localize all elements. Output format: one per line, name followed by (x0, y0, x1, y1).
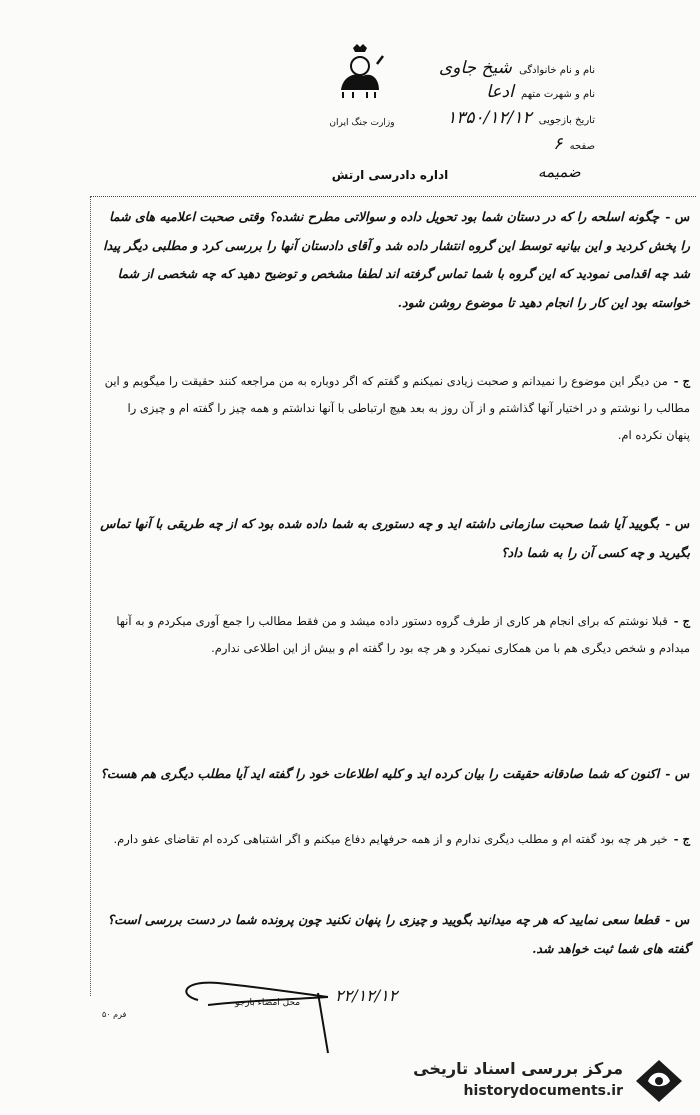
frame-left-divider (90, 196, 92, 996)
question-label: س - (665, 209, 690, 224)
question-block (100, 203, 690, 317)
answer-text: قبلا نوشتم که برای انجام هر کاری از طرف گروه دستور داده میشد و من فقط مطالب را جمع آوری میکردم و به آنها میدادم و شخص دیگری هم با من همکاری نمیکرد و هر چه بود را گفته ام و بیش از این اطلاعی ندارم. (116, 614, 690, 655)
question-block (100, 510, 690, 567)
office-title: اداره دادرسی ارتش (331, 168, 449, 182)
question-label: س - (665, 912, 690, 927)
question-label: س - (665, 516, 690, 531)
answer-label: ج - (673, 614, 690, 628)
answer-label: ج - (673, 374, 690, 388)
date-value: ۱۳۵۰/۱۲/۱۲ (447, 108, 532, 128)
handwritten-title: ضمیمه (538, 163, 581, 181)
question-block (100, 760, 690, 789)
answer-block (100, 368, 690, 449)
accused-line (486, 82, 595, 102)
interrogator-signature-icon (178, 975, 348, 1055)
watermark-title: مرکز بررسی اسناد تاریخی (413, 1059, 623, 1078)
answer-block (100, 826, 690, 853)
frame-top-divider (90, 196, 696, 198)
answer-block (100, 608, 690, 662)
page-number-label: صفحه (569, 141, 595, 152)
sender-line (439, 58, 595, 78)
page-number-line (553, 134, 595, 154)
form-code: فرم ۵۰ (102, 1010, 127, 1019)
accused-label: نام و شهرت متهم (521, 89, 595, 100)
answer-label: ج - (673, 832, 690, 846)
sender-value: شیخ جاوی (438, 58, 512, 78)
lion-and-sun-emblem-icon (333, 42, 387, 102)
watermark-url[interactable]: historydocuments.ir (463, 1083, 623, 1099)
question-label: س - (665, 766, 690, 781)
question-text: اکنون که شما صادقانه حقیقت را بیان کرده اید و کلیه اطلاعات خود را گفته اید آیا مطلب دیگری هم هست؟ (100, 766, 660, 781)
question-text: بگویید آیا شما صحبت سازمانی داشته اید و چه دستوری به شما داده شده بود که از چه طریقی با آنها تماس بگیرید و چه کسی آن را به شما داد؟ (100, 516, 690, 560)
archive-logo-icon (634, 1058, 684, 1104)
answer-text: من دیگر این موضوع را نمیدانم و صحبت زیادی نمیکنم و گفتم که اگر دوباره به من مراجعه کنند حقیقت را میگویم و این مطالب را نوشتم و در اختیار آنها گذاشتم و از آن روز به بعد هیچ ارتباطی با آنها نداشتم و همه چیز را گفته ام و چیزی را پنهان نکرده ام. (104, 374, 690, 442)
question-text: چگونه اسلحه را که در دستان شما بود تحویل داده و سوالاتی مطرح نشده؟ وقتی صحبت اعلامیه های شما را پخش کردید و این بیانیه توسط این گروه انتشار داده شد و آقای دادستان آنها را بررسی کرد و مطلبی دیگر پیدا شد چه اقدامی نمودید که این گروه با شما تماس گرفته اند لطفا مشخص و توضیح دهید که چه شخصی از شما خواسته بود این کار را انجام دهید تا موضوع روشن شود. (103, 209, 690, 310)
page-number-value: ۶ (553, 134, 563, 154)
date-line (447, 108, 595, 128)
sender-label: نام و نام خانوادگی (519, 65, 595, 76)
answer-text: خیر هر چه بود گفته ام و مطلب دیگری ندارم و از همه حرفهایم دفاع میکنم و اگر اشتباهی کرده ام تقاضای عفو دارم. (113, 832, 668, 846)
emblem-caption: وزارت جنگ ایران (329, 118, 395, 128)
signature-date: ۲۲/۱۲/۱۲ (335, 986, 398, 1005)
question-block (100, 906, 690, 963)
accused-value: ادعا (486, 82, 514, 102)
signature-caption: محل امضاء بازجو (235, 998, 301, 1008)
date-label: تاریخ بازجویی (538, 115, 595, 126)
question-text: قطعا سعی نمایید که هر چه میدانید بگویید و چیزی را پنهان نکنید چون پرونده شما در دست بررسی است؟ گفته های شما ثبت خواهد شد. (107, 912, 690, 956)
